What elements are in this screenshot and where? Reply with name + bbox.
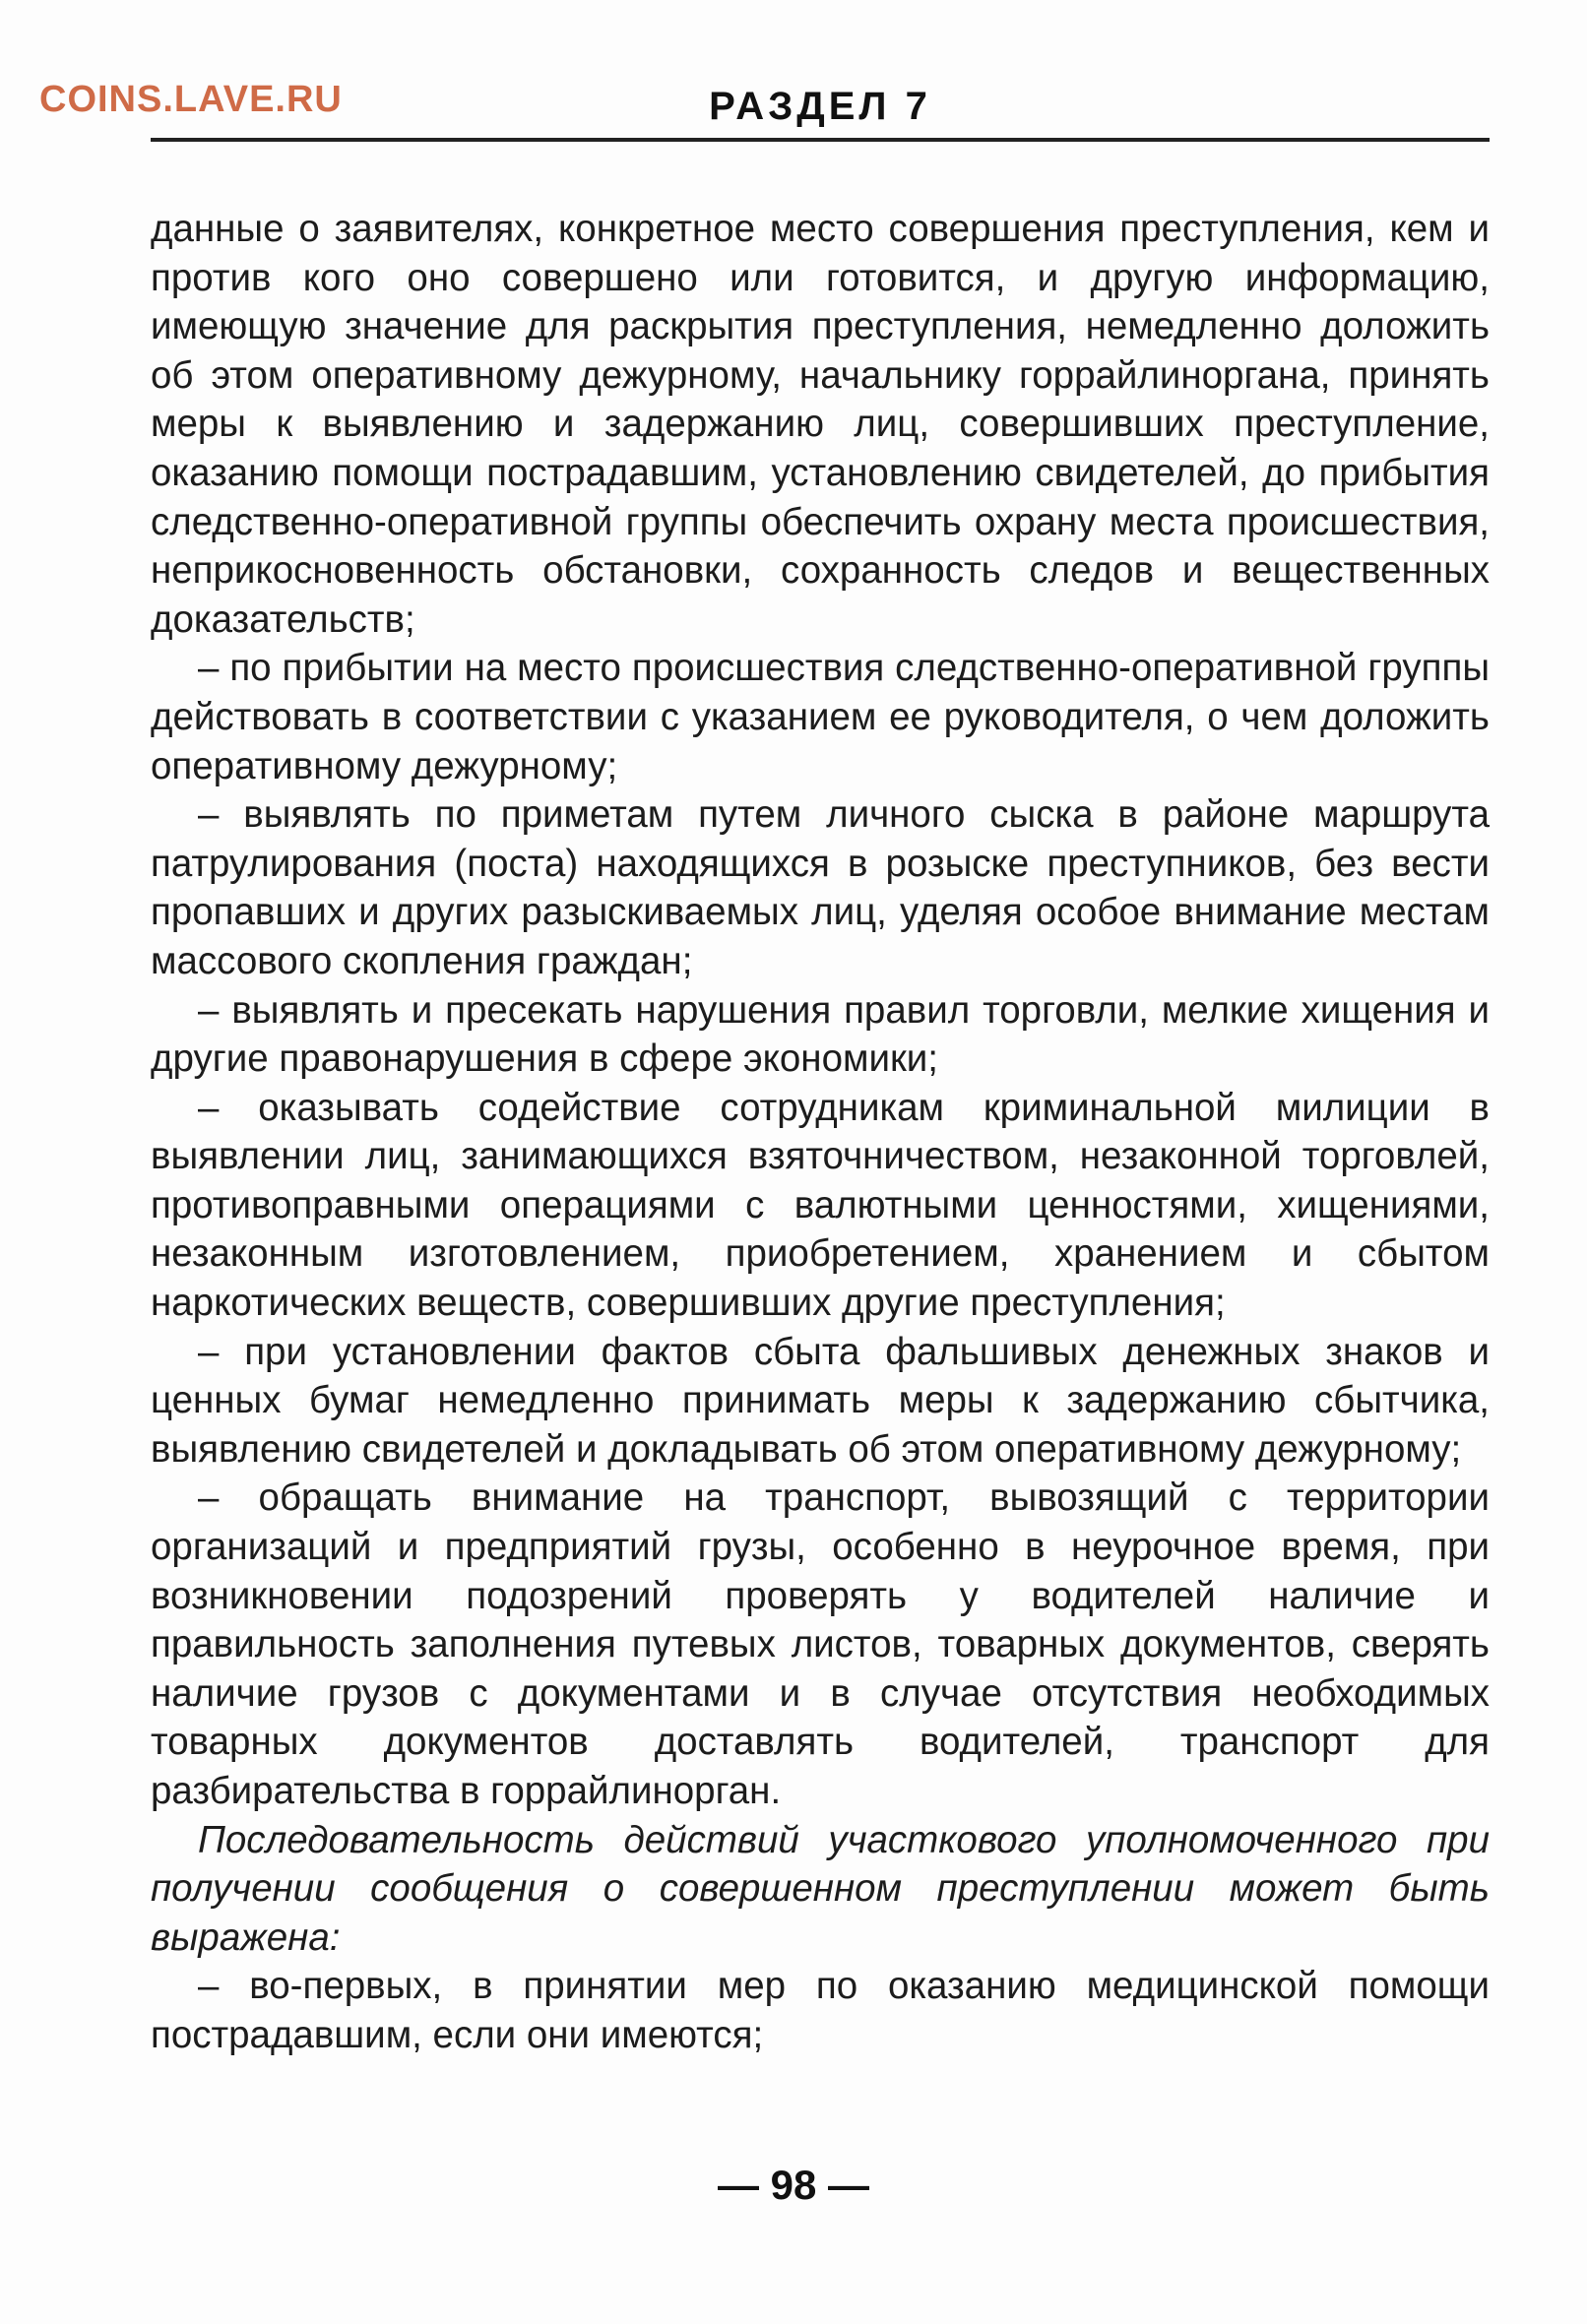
watermark-text: COINS.LAVE.RU xyxy=(39,79,343,120)
paragraph-8-italic: Последовательность действий участкового уполномоченного при получении сообщения о совершенном преступлении может быть выражена: xyxy=(151,1818,1490,1959)
header-rule xyxy=(151,138,1490,142)
paragraph-5: – оказывать содействие сотрудникам криминальной милиции в выявлении лиц, занимающихся взяточничеством, незаконной торговлей, противоправными операциями с валютными ценностями, хищениями, незаконным изготовлением, приобретением, хранением и сбытом наркотических веществ, совершивших другие преступления; xyxy=(151,1086,1490,1325)
body-text xyxy=(151,205,1490,2060)
paragraph-1: данные о заявителях, конкретное место совершения преступления, кем и против кого оно совершено или готовится, и другую информацию, имеющую значение для раскрытия преступления, немедленно доложить об этом оперативному дежурному, начальнику горрайлиноргана, принять меры к выявлению и задержанию лиц, совершивших преступление, оказанию помощи пострадавшим, установлению свидетелей, до прибытия следственно-оперативной группы обеспечить охрану места происшествия, неприкосновенность обстановки, сохранность следов и вещественных доказательств; xyxy=(151,208,1490,641)
paragraph-4: – выявлять и пресекать нарушения правил торговли, мелкие хищения и другие правонарушения в сфере экономики; xyxy=(151,988,1490,1081)
paragraph-6: – при установлении фактов сбыта фальшивых денежных знаков и ценных бумаг немедленно принимать меры к задержанию сбытчика, выявлению свидетелей и докладывать об этом оперативному дежурному; xyxy=(151,1330,1490,1471)
paragraph-3: – выявлять по приметам путем личного сыска в районе маршрута патрулирования (поста) находящихся в розыске преступников, без вести пропавших и других разыскиваемых лиц, уделяя особое внимание местам массового скопления граждан; xyxy=(151,793,1490,982)
page-header xyxy=(151,81,1490,142)
page-number: — 98 — xyxy=(717,2162,870,2208)
paragraph-7: – обращать внимание на транспорт, вывозящий с территории организаций и предприятий грузы, особенно в неурочное время, при возникновении подозрений проверять у водителей наличие и правильность заполнения путевых листов, товарных документов, сверять наличие грузов с документами и в случае отсутствия необходимых товарных документов доставлять водителей, транспорт для разбирательства в горрайлинорган. xyxy=(151,1476,1490,1812)
paragraph-9: – во-первых, в принятии мер по оказанию медицинской помощи пострадавшим, если они имеются; xyxy=(151,1965,1490,2056)
section-title: РАЗДЕЛ 7 xyxy=(709,85,931,128)
paragraph-2: – по прибытии на место происшествия следственно-оперативной группы действовать в соответствии с указанием ее руководителя, о чем доложить оперативному дежурному; xyxy=(151,647,1490,787)
